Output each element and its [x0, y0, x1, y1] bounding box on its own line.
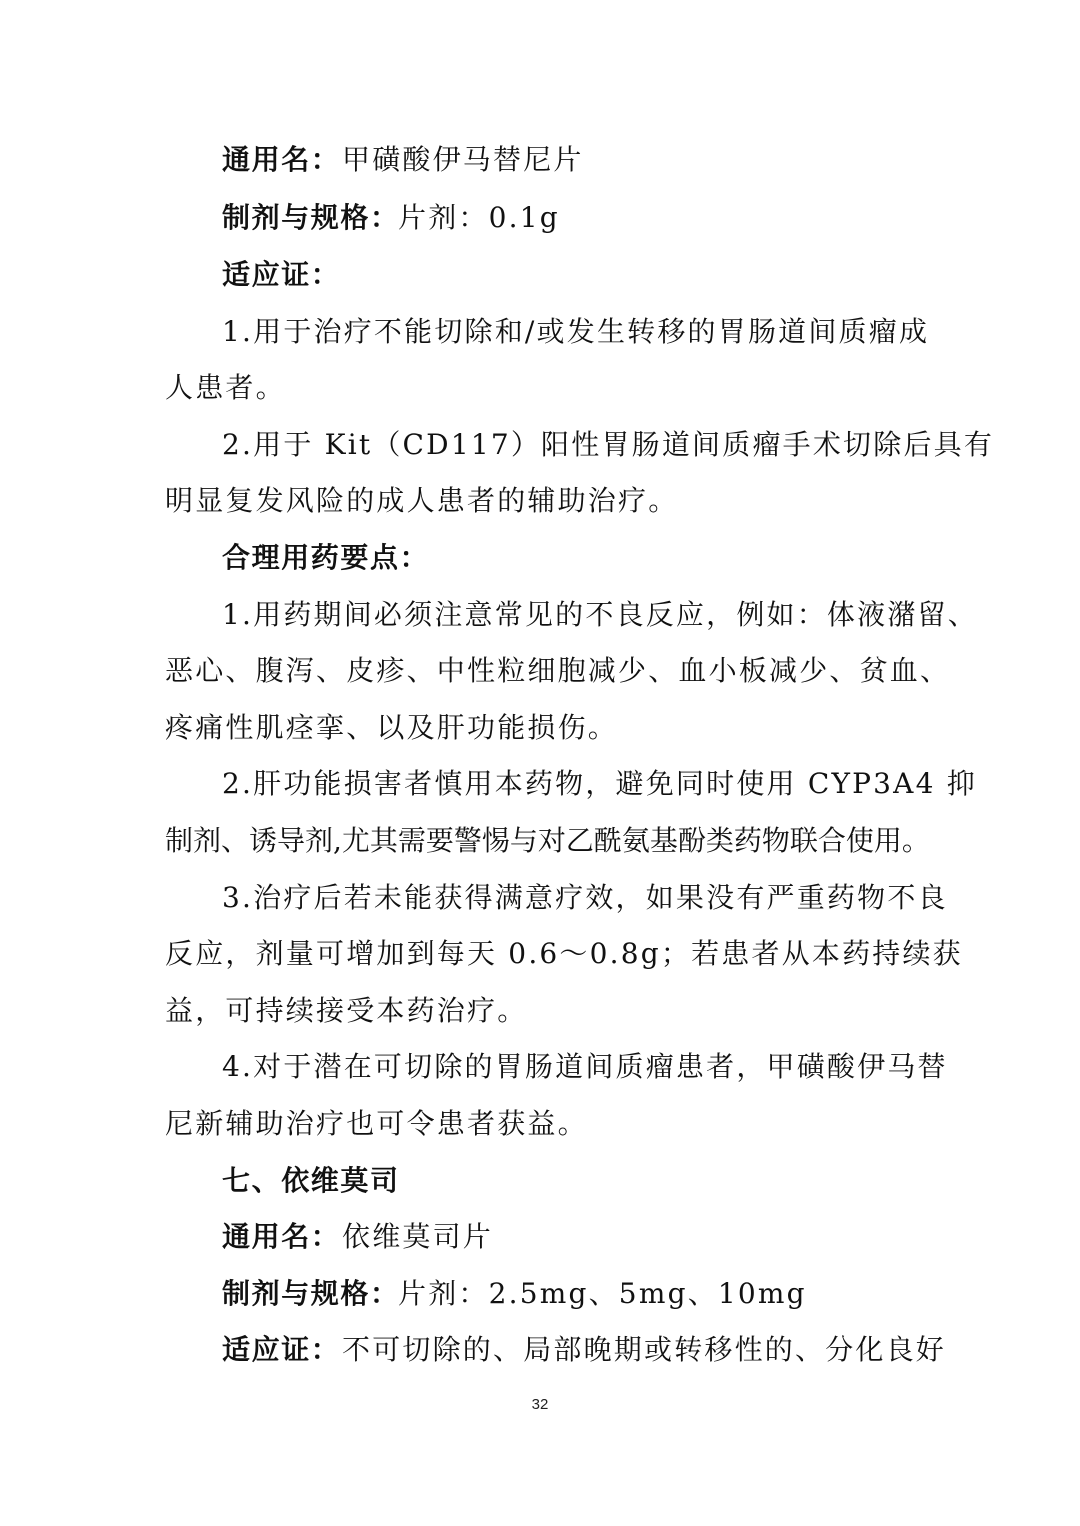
key-point-3-line-2: 反应，剂量可增加到每天 0.6～0.8g；若患者从本药持续获 [165, 937, 963, 970]
key-point-2-line-2: 制剂、诱导剂,尤其需要警惕与对乙酰氨基酚类药物联合使用。 [165, 824, 930, 857]
paragraph-line [0, 359, 1080, 417]
key-points-heading: 合理用药要点： [222, 541, 430, 574]
paragraph-line [0, 303, 1080, 361]
key-point-4-line-1: 4.对于潜在可切除的胃肠道间质瘤患者，甲磺酸伊马替 [222, 1050, 948, 1083]
generic-name-line [0, 1208, 1080, 1266]
paragraph-line [0, 1038, 1080, 1096]
spec-label: 制剂与规格： [222, 201, 400, 234]
spec-value: 片剂：0.1g [398, 201, 560, 234]
indication-1-line-1: 1.用于治疗不能切除和/或发生转移的胃肠道间质瘤成 [222, 315, 930, 348]
paragraph-line [0, 699, 1080, 757]
key-point-1-line-2: 恶心、腹泻、皮疹、中性粒细胞减少、血小板减少、贫血、 [165, 654, 951, 687]
paragraph-line [0, 925, 1080, 983]
key-point-3-line-1: 3.治疗后若未能获得满意疗效，如果没有严重药物不良 [222, 881, 948, 914]
paragraph-line [0, 472, 1080, 530]
paragraph-line [0, 812, 1080, 870]
spec-line [0, 1265, 1080, 1323]
paragraph-line [0, 982, 1080, 1040]
indication-2-line-2: 明显复发风险的成人患者的辅助治疗。 [165, 484, 679, 517]
indications-value: 不可切除的、局部晚期或转移性的、分化良好 [342, 1333, 947, 1366]
indications-label: 适应证： [222, 1333, 341, 1366]
section-title: 七、依维莫司 [222, 1164, 400, 1197]
key-point-1-line-3: 疼痛性肌痉挛、以及肝功能损伤。 [165, 711, 619, 744]
generic-name-line [0, 131, 1080, 189]
generic-name-label: 通用名： [222, 1220, 341, 1253]
key-point-4-line-2: 尼新辅助治疗也可令患者获益。 [165, 1107, 588, 1140]
paragraph-line [0, 586, 1080, 644]
paragraph-line [0, 869, 1080, 927]
indications-line [0, 1321, 1080, 1379]
generic-name-value: 甲磺酸伊马替尼片 [342, 143, 584, 176]
spec-line [0, 189, 1080, 247]
key-point-3-line-3: 益，可持续接受本药治疗。 [165, 994, 528, 1027]
spec-value: 片剂：2.5mg、5mg、10mg [398, 1277, 807, 1310]
generic-name-value: 依维莫司片 [342, 1220, 494, 1253]
indications-heading: 适应证： [222, 258, 341, 291]
key-point-1-line-1: 1.用药期间必须注意常见的不良反应，例如：体液潴留、 [222, 598, 978, 631]
paragraph-line [0, 416, 1080, 474]
paragraph-line [0, 642, 1080, 700]
indication-2-line-1: 2.用于 Kit（CD117）阳性胃肠道间质瘤手术切除后具有 [222, 428, 995, 461]
spec-label: 制剂与规格： [222, 1277, 400, 1310]
indications-heading-line [0, 246, 1080, 304]
paragraph-line [0, 755, 1080, 813]
section-heading-line [0, 1152, 1080, 1210]
paragraph-line [0, 1095, 1080, 1153]
key-points-heading-line [0, 529, 1080, 587]
indication-1-line-2: 人患者。 [165, 371, 286, 404]
key-point-2-line-1: 2.肝功能损害者慎用本药物，避免同时使用 CYP3A4 抑 [222, 767, 977, 800]
page-number: 32 [531, 1396, 549, 1413]
generic-name-label: 通用名： [222, 143, 341, 176]
